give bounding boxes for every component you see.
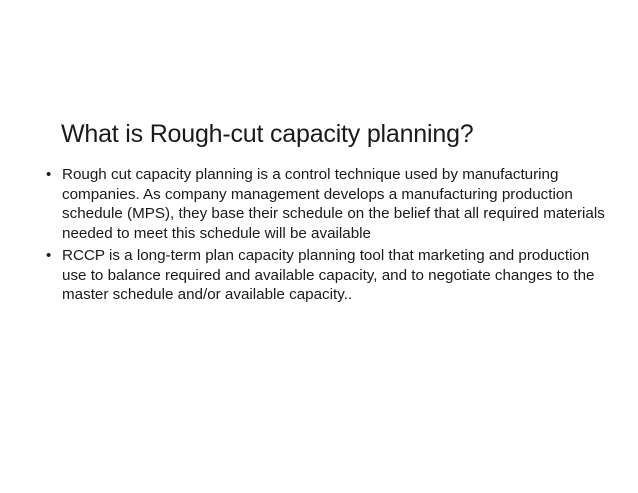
bullet-marker: • [46,247,52,264]
bullet-item-rough-cut-definition [46,165,606,243]
slide-title: What is Rough-cut capacity planning? [61,120,474,148]
bullet-item-rccp-tool [46,246,606,305]
bullet-text: RCCP is a long-term plan capacity planning tool that marketing and production use to balance required and available capacity, and to negotiate changes to the master schedule and/or available capacity.. [62,247,595,303]
bullet-list [46,165,606,308]
bullet-text: Rough cut capacity planning is a control technique used by manufacturing companies. As company management develops a manufacturing production schedule (MPS), they base their schedule on the belief that all required materials needed to meet this schedule will be available [62,166,605,242]
bullet-marker: • [46,166,52,183]
